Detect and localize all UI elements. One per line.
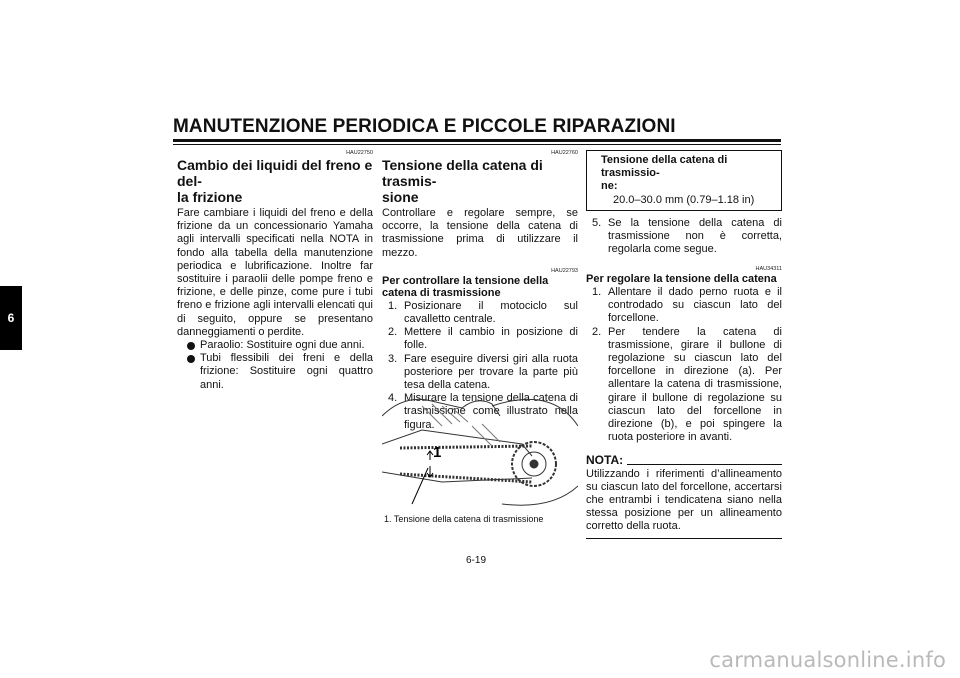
- spec-value: 20.0–30.0 mm (0.79–1.18 in): [613, 193, 755, 206]
- step-number: 4.: [388, 392, 398, 405]
- header-rule: [173, 139, 781, 142]
- subheading: Per regolare la tensione della catena: [586, 273, 777, 286]
- spec-title: [601, 154, 773, 194]
- figure-caption: 1. Tensione della catena di trasmissione: [384, 514, 544, 524]
- step-number: 5.: [592, 216, 602, 229]
- step-text: Mettere il cambio in posizione di folle.: [404, 326, 578, 352]
- section-code: HAU22750: [346, 150, 373, 156]
- section-heading: [177, 157, 373, 205]
- spec-box: [586, 150, 782, 211]
- column-chain-adjustment: [586, 150, 782, 539]
- bullet-icon: [187, 355, 195, 363]
- wheel-arc-bottom: [502, 486, 578, 505]
- subheading: Per controllare la tensione della catena di trasmissione: [382, 274, 549, 300]
- swingarm-top: [382, 430, 532, 456]
- section-paragraph: Fare cambiare i liquidi del freno e della frizione da un concessionario Yamaha agli intervalli specificati nella NOTA in fondo alla tabella della manutenzione periodica e lubrificazione. Inoltre far sostituire i paraolii delle pompe freno e frizione, e delle pinze, come pure i tubi freno e frizione agli intervalli elencati qui di seguito, oppure se presentano danneggiamenti o perdite.: [177, 207, 373, 338]
- section-heading-line1: Tensione della catena di trasmis-: [382, 157, 543, 189]
- step-item: [592, 217, 782, 257]
- step-item: [388, 326, 578, 352]
- chain-upper-run: [400, 446, 532, 448]
- spec-title-line2: ne:: [601, 180, 618, 193]
- step-number: 1.: [592, 285, 602, 298]
- frame-hatching: [472, 424, 500, 446]
- section-heading-line2: la frizione: [177, 189, 243, 205]
- section-heading: [382, 157, 578, 205]
- note-text: Utilizzando i riferimenti d’allineamento su ciascun lato del forcellone, accertarsi che entrambi i tendicatena siano nella stessa posizione per un allineamento corretto della ruota.: [586, 467, 782, 533]
- step-text: Per tendere la catena di trasmissione, girare il bullone di regolazione su ciascun lato del forcellone in direzione (a). Per allentare la catena di trasmissione, girare il bullone di regolazione su ciascun lato del forcellone in direzione (b), e poi spingere la ruota posteriore in avanti.: [608, 325, 782, 444]
- step-text: Se la tensione della catena di trasmissione non è corretta, regolarla come segue.: [608, 216, 782, 256]
- bullet-list: [187, 339, 373, 392]
- watermark: carmanualsonline.info: [709, 648, 946, 672]
- bullet-text: Paraolio: Sostituire ogni due anni.: [200, 339, 365, 352]
- spec-title-line1: Tensione della catena di trasmissio-: [601, 154, 728, 180]
- note-header: [586, 454, 782, 467]
- step-list: [592, 217, 782, 257]
- note-rule: [627, 464, 782, 465]
- column-brake-fluid: [177, 150, 373, 392]
- bullet-item: [187, 352, 373, 392]
- step-item: [388, 300, 578, 326]
- bullet-item: [187, 339, 373, 352]
- header-rule-thin: [173, 144, 781, 145]
- page-header-title: MANUTENZIONE PERIODICA E PICCOLE RIPARAZIONI: [173, 116, 676, 137]
- step-item: [592, 286, 782, 326]
- wheel-arc: [492, 399, 578, 426]
- axle-nut: [530, 460, 538, 468]
- note-label: NOTA:: [586, 453, 624, 468]
- section-code: HAU22760: [551, 150, 578, 156]
- step-text: Allentare il dado perno ruota e il controdado su ciascun lato del forcellone.: [608, 285, 782, 325]
- figure-callout-label: 1: [433, 444, 442, 461]
- step-text: Posizionare il motociclo sul cavalletto centrale.: [404, 299, 578, 326]
- section-code: HAU34311: [755, 266, 782, 273]
- bullet-icon: [187, 342, 195, 350]
- step-number: 3.: [388, 352, 398, 365]
- step-number: 2.: [592, 325, 602, 338]
- section-heading-line1: Cambio dei liquidi del freno e del-: [177, 157, 373, 189]
- section-paragraph: Controllare e regolare sempre, se occorre, la tensione della catena di trasmissione prima di utilizzare il mezzo.: [382, 207, 578, 259]
- section-code: HAU22793: [551, 267, 578, 274]
- step-list: [592, 286, 782, 444]
- section-heading-line2: sione: [382, 189, 419, 205]
- note-end-rule: [586, 538, 782, 539]
- chapter-tab: 6: [0, 286, 22, 350]
- step-text: Fare eseguire diversi giri alla ruota posteriore per trovare la parte più tesa della catena.: [404, 352, 578, 392]
- step-number: 1.: [388, 299, 398, 312]
- page-number: 6-19: [466, 555, 487, 566]
- step-number: 2.: [388, 326, 398, 339]
- step-text: Misurare la tensione della catena di trasmissione come illustrato nella figura.: [404, 392, 578, 431]
- step-item: [592, 326, 782, 445]
- drive-chain-illustration: [382, 386, 578, 510]
- bullet-text: Tubi flessibili dei freni e della frizione: Sostituire ogni quattro anni.: [200, 352, 373, 391]
